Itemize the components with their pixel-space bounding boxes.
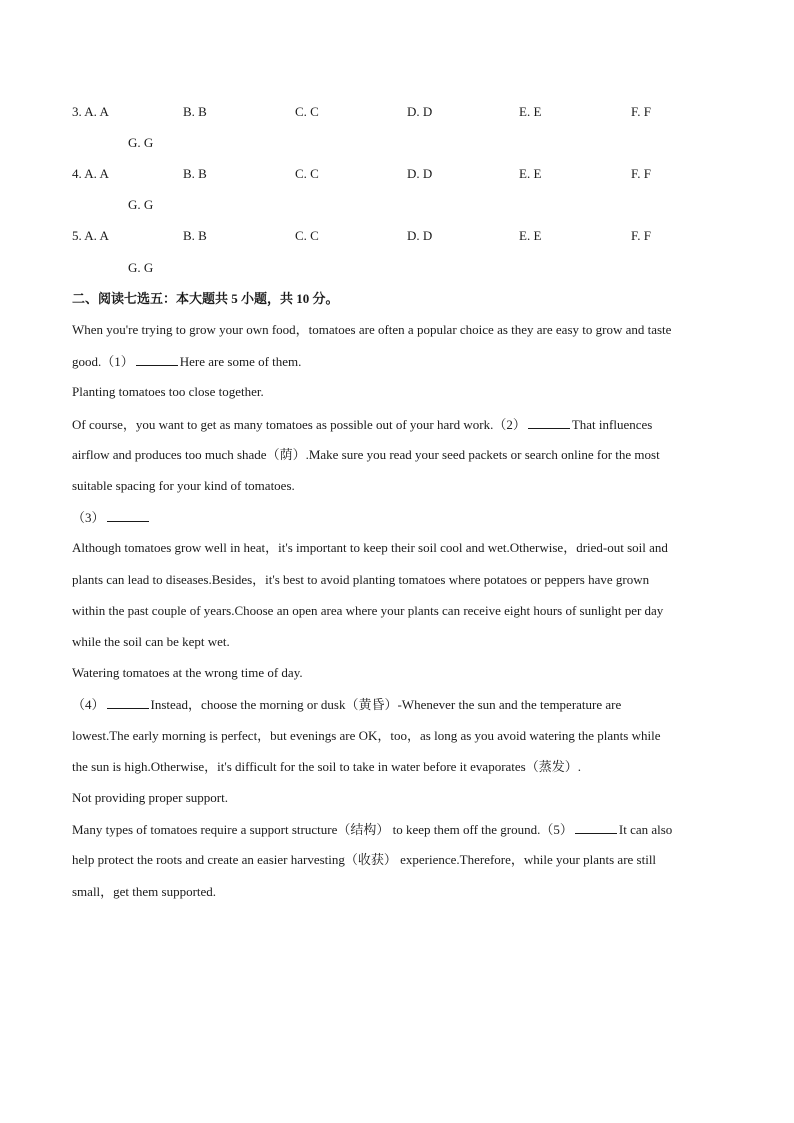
- passage-text: Many types of tomatoes require a support structure（结构） to keep them off the ground.（5）: [72, 822, 573, 837]
- passage-line: airflow and produces too much shade（荫）.Make sure you read your seed packets or search online for the most: [72, 447, 660, 462]
- option-d[interactable]: D. D: [407, 166, 433, 181]
- question-number: 4.: [72, 166, 82, 181]
- option-e[interactable]: E. E: [519, 104, 542, 119]
- passage-text: Of course，you want to get as many tomatoes as possible out of your hard work.（2）: [72, 417, 526, 432]
- option-label: A. A: [84, 166, 109, 181]
- section-title: 二、阅读七选五：本大题共 5 小题，共 10 分。: [72, 291, 339, 306]
- option-c[interactable]: C. C: [295, 166, 319, 181]
- option-b[interactable]: B. B: [183, 166, 207, 181]
- option-g[interactable]: G. G: [128, 260, 154, 275]
- option-c[interactable]: C. C: [295, 104, 319, 119]
- heading-watering: Watering tomatoes at the wrong time of day.: [72, 665, 303, 680]
- passage-text: good.（1）: [72, 354, 134, 369]
- passage-line: When you're trying to grow your own food，tomatoes are often a popular choice as they are easy to grow and taste: [72, 322, 672, 337]
- option-c[interactable]: C. C: [295, 228, 319, 243]
- answer-blank-2[interactable]: [528, 414, 570, 429]
- answer-blank-4[interactable]: [107, 694, 149, 709]
- option-e[interactable]: E. E: [519, 166, 542, 181]
- passage-line: [72, 819, 732, 840]
- question-number: 5.: [72, 228, 82, 243]
- question-4-options: [72, 164, 732, 184]
- option-a[interactable]: [72, 164, 109, 184]
- passage-text: （4）: [72, 697, 105, 712]
- option-b[interactable]: B. B: [183, 104, 207, 119]
- passage-line: within the past couple of years.Choose an open area where your plants can receive eight hours of sunlight per day: [72, 603, 664, 618]
- passage-line: help protect the roots and create an easier harvesting（收获） experience.Therefore，while your plants are still: [72, 852, 657, 867]
- passage-text: It can also: [618, 822, 673, 837]
- heading-close-together: Planting tomatoes too close together.: [72, 384, 264, 399]
- option-b[interactable]: B. B: [183, 228, 207, 243]
- option-g[interactable]: G. G: [128, 197, 154, 212]
- passage-line: small，get them supported.: [72, 884, 217, 899]
- question-5-options: [72, 226, 732, 246]
- option-g[interactable]: G. G: [128, 135, 154, 150]
- question-number: 3.: [72, 104, 82, 119]
- answer-blank-3[interactable]: [107, 507, 149, 522]
- passage-line: Although tomatoes grow well in heat，it's important to keep their soil cool and wet.Otherwise，dried-out soil and: [72, 540, 668, 555]
- question-3-options: [72, 102, 732, 122]
- passage-text: That influences: [571, 417, 653, 432]
- heading-blank-3: [72, 507, 732, 528]
- option-a[interactable]: [72, 226, 109, 246]
- passage-line: plants can lead to diseases.Besides，it's best to avoid planting tomatoes where potatoes or peppers have grown: [72, 572, 650, 587]
- passage-line: [72, 414, 732, 435]
- passage-line: suitable spacing for your kind of tomatoes.: [72, 478, 295, 493]
- option-a[interactable]: [72, 102, 109, 122]
- answer-blank-5[interactable]: [575, 819, 617, 834]
- passage-line: the sun is high.Otherwise，it's difficult for the soil to take in water before it evaporates（蒸发）.: [72, 759, 581, 774]
- passage-text: Here are some of them.: [179, 354, 302, 369]
- option-f[interactable]: F. F: [631, 228, 651, 243]
- passage-text: Instead，choose the morning or dusk（黄昏）-Whenever the sun and the temperature are: [150, 697, 622, 712]
- passage-line: [72, 694, 732, 715]
- option-e[interactable]: E. E: [519, 228, 542, 243]
- passage-line: [72, 351, 732, 372]
- answer-blank-1[interactable]: [136, 351, 178, 366]
- option-d[interactable]: D. D: [407, 228, 433, 243]
- option-label: A. A: [84, 104, 109, 119]
- option-f[interactable]: F. F: [631, 166, 651, 181]
- passage-line: lowest.The early morning is perfect，but evenings are OK，too，as long as you avoid watering the plants while: [72, 728, 661, 743]
- heading-support: Not providing proper support.: [72, 790, 228, 805]
- passage-line: while the soil can be kept wet.: [72, 634, 230, 649]
- option-label: A. A: [84, 228, 109, 243]
- option-f[interactable]: F. F: [631, 104, 651, 119]
- option-d[interactable]: D. D: [407, 104, 433, 119]
- passage-text: （3）: [72, 510, 105, 525]
